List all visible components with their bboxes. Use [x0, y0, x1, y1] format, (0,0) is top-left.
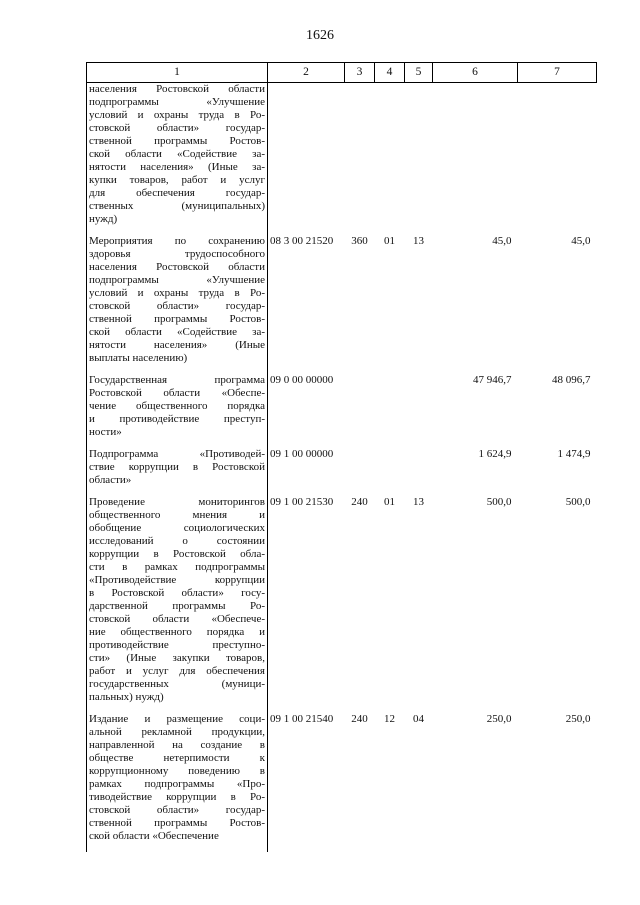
row-description — [87, 713, 268, 852]
row-code: 09 1 00 21530 — [270, 496, 334, 508]
table-row — [87, 235, 597, 374]
row-amount-year1: 47 946,7 — [473, 374, 512, 386]
row-amount-year2: 45,0 — [571, 235, 591, 247]
description-line: условий и охраны труда в Ро- — [89, 109, 265, 121]
row-subsection: 04 — [413, 713, 424, 725]
description-line: населения Ростовской области — [89, 83, 265, 95]
row-expense-type — [345, 448, 375, 496]
description-line: пальных) нужд) — [89, 691, 164, 703]
description-line: ственной программы Ростов- — [89, 817, 265, 829]
row-description — [87, 235, 268, 374]
description-line: ние общественного порядка и — [89, 626, 265, 638]
table-row — [87, 496, 597, 713]
description-line: стовской области» государ- — [89, 300, 265, 312]
row-code: 09 1 00 21540 — [270, 713, 334, 725]
description-line: Мероприятия по сохранению — [89, 235, 265, 247]
description-line: ствие коррупции в Ростовской — [89, 461, 265, 473]
description-line: нужд) — [89, 213, 118, 225]
description-line: условий и охраны труда в Ро- — [89, 287, 265, 299]
description-line: альной рекламной продукции, — [89, 726, 265, 738]
row-description — [87, 496, 268, 713]
row-description — [87, 448, 268, 496]
description-line: государственных (муници- — [89, 678, 265, 690]
budget-table — [86, 62, 597, 852]
description-line: рамках подпрограммы «Про- — [89, 778, 265, 790]
row-amount-year1: 45,0 — [492, 235, 512, 247]
description-line: в Ростовской области» госу- — [89, 587, 265, 599]
description-line: «Противодействие коррупции — [89, 574, 265, 586]
table-row — [87, 374, 597, 448]
row-section — [375, 448, 405, 496]
row-subsection: 13 — [413, 496, 424, 508]
description-line: исследований о состоянии — [89, 535, 265, 547]
header-col-5: 5 — [405, 63, 433, 83]
description-line: стовской области «Обеспече- — [89, 613, 265, 625]
row-expense-type — [345, 374, 375, 448]
row-amount-year2: 500,0 — [565, 496, 591, 508]
description-line: здоровья трудоспособного — [89, 248, 265, 260]
description-line: Ростовской области «Обеспе- — [89, 387, 265, 399]
header-col-6: 6 — [433, 63, 518, 83]
table-header — [87, 63, 597, 83]
header-col-4: 4 — [375, 63, 405, 83]
description-line: сти» (Иные закупки товаров, — [89, 652, 265, 664]
row-expense-type — [345, 83, 375, 236]
description-line: ской области «Содействие за- — [89, 326, 265, 338]
description-line: подпрограммы «Улучшение — [89, 96, 265, 108]
page-number: 1626 — [306, 28, 334, 43]
description-line: ственной программы Ростов- — [89, 135, 265, 147]
table-row — [87, 83, 597, 236]
row-expense-type: 240 — [351, 496, 368, 508]
description-line: ской области «Обеспечение — [89, 830, 219, 842]
row-code — [268, 83, 345, 236]
row-amount-year1: 500,0 — [486, 496, 512, 508]
description-line: стовской области» государ- — [89, 804, 265, 816]
description-line: ности» — [89, 426, 122, 438]
description-line: работ и услуг для обеспечения — [89, 665, 265, 677]
row-amount-year2: 250,0 — [565, 713, 591, 725]
description-line: Подпрограмма «Противодей- — [89, 448, 265, 460]
description-line: дарственной программы Ро- — [89, 600, 265, 612]
header-col-7: 7 — [518, 63, 597, 83]
description-line: коррупционному поведению в — [89, 765, 265, 777]
description-line: купки товаров, работ и услуг — [89, 174, 265, 186]
description-line: для обеспечения государ- — [89, 187, 265, 199]
table-row — [87, 448, 597, 496]
description-line: направленной на создание в — [89, 739, 265, 751]
header-col-1: 1 — [87, 63, 268, 83]
description-line: нятости населения» (Иные — [89, 339, 265, 351]
description-line: обществе нетерпимости к — [89, 752, 265, 764]
header-col-3: 3 — [345, 63, 375, 83]
description-line: Проведение мониторингов — [89, 496, 265, 508]
row-description — [87, 374, 268, 448]
row-section: 12 — [384, 713, 395, 725]
table-row — [87, 713, 597, 852]
row-section — [375, 83, 405, 236]
description-line: выплаты населению) — [89, 352, 188, 364]
row-description — [87, 83, 268, 236]
row-amount-year2: 48 096,7 — [552, 374, 591, 386]
row-section — [375, 374, 405, 448]
row-code: 09 1 00 00000 — [270, 448, 334, 460]
description-line: коррупции в Ростовской обла- — [89, 548, 265, 560]
row-amount-year2: 1 474,9 — [557, 448, 591, 460]
description-line: ственной программы Ростов- — [89, 313, 265, 325]
description-line: ственных (муниципальных) — [89, 200, 265, 212]
row-expense-type: 360 — [351, 235, 368, 247]
row-section: 01 — [384, 235, 395, 247]
description-line: ской области «Содействие за- — [89, 148, 265, 160]
row-amount-year1: 1 624,9 — [478, 448, 512, 460]
description-line: противодействие преступно- — [89, 639, 265, 651]
table-body — [87, 83, 597, 853]
description-line: стовской области» государ- — [89, 122, 265, 134]
description-line: подпрограммы «Улучшение — [89, 274, 265, 286]
description-line: тиводействие коррупции в Ро- — [89, 791, 265, 803]
row-amount-year1: 250,0 — [486, 713, 512, 725]
description-line: и противодействие преступ- — [89, 413, 265, 425]
row-subsection — [405, 83, 433, 236]
description-line: области» — [89, 474, 132, 486]
description-line: Издание и размещение соци- — [89, 713, 265, 725]
description-line: обобщение социологических — [89, 522, 265, 534]
description-line: общественного мнения и — [89, 509, 265, 521]
row-section: 01 — [384, 496, 395, 508]
row-subsection — [405, 448, 433, 496]
header-col-2: 2 — [268, 63, 345, 83]
row-amount-year1 — [433, 83, 518, 236]
description-line: нятости населения» (Иные за- — [89, 161, 265, 173]
row-subsection: 13 — [413, 235, 424, 247]
row-code: 09 0 00 00000 — [270, 374, 334, 386]
row-amount-year2 — [518, 83, 597, 236]
row-expense-type: 240 — [351, 713, 368, 725]
description-line: сти в рамках подпрограммы — [89, 561, 265, 573]
description-line: Государственная программа — [89, 374, 265, 386]
row-code: 08 3 00 21520 — [270, 235, 334, 247]
description-line: населения Ростовской области — [89, 261, 265, 273]
description-line: чение общественного порядка — [89, 400, 265, 412]
row-subsection — [405, 374, 433, 448]
